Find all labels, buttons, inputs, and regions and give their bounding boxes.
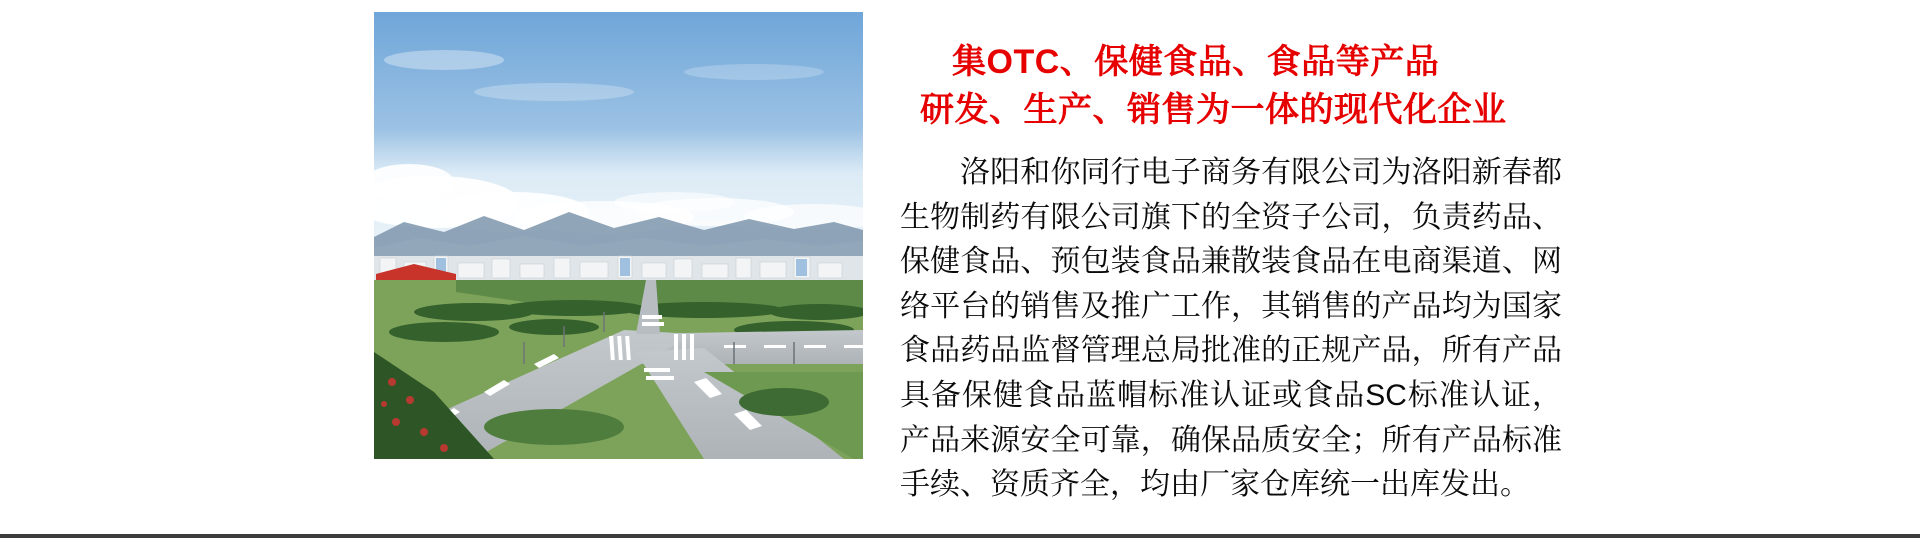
footer-divider (0, 534, 1920, 538)
intro-text-column (900, 38, 1562, 508)
section-heading (900, 38, 1562, 134)
company-photo (374, 12, 863, 459)
aerial-city-photo-graphic (374, 12, 863, 459)
heading-line-2: 研发、生产、销售为一体的现代化企业 (920, 91, 1507, 129)
company-intro-paragraph: 洛阳和你同行电子商务有限公司为洛阳新春都生物制药有限公司旗下的全资子公司，负责药品、保健食品、预包装食品兼散装食品在电商渠道、网络平台的销售及推广工作，其销售的产品均为国家食品药品监督管理总局批准的正规产品，所有产品具备保健食品蓝帽标准认证或食品SC标准认证，产品来源安全可靠，确保品质安全；所有产品标准手续、资质齐全，均由厂家仓库统一出库发出。 (900, 156, 1562, 502)
heading-line-1: 集OTC、保健食品、食品等产品 (952, 43, 1440, 81)
